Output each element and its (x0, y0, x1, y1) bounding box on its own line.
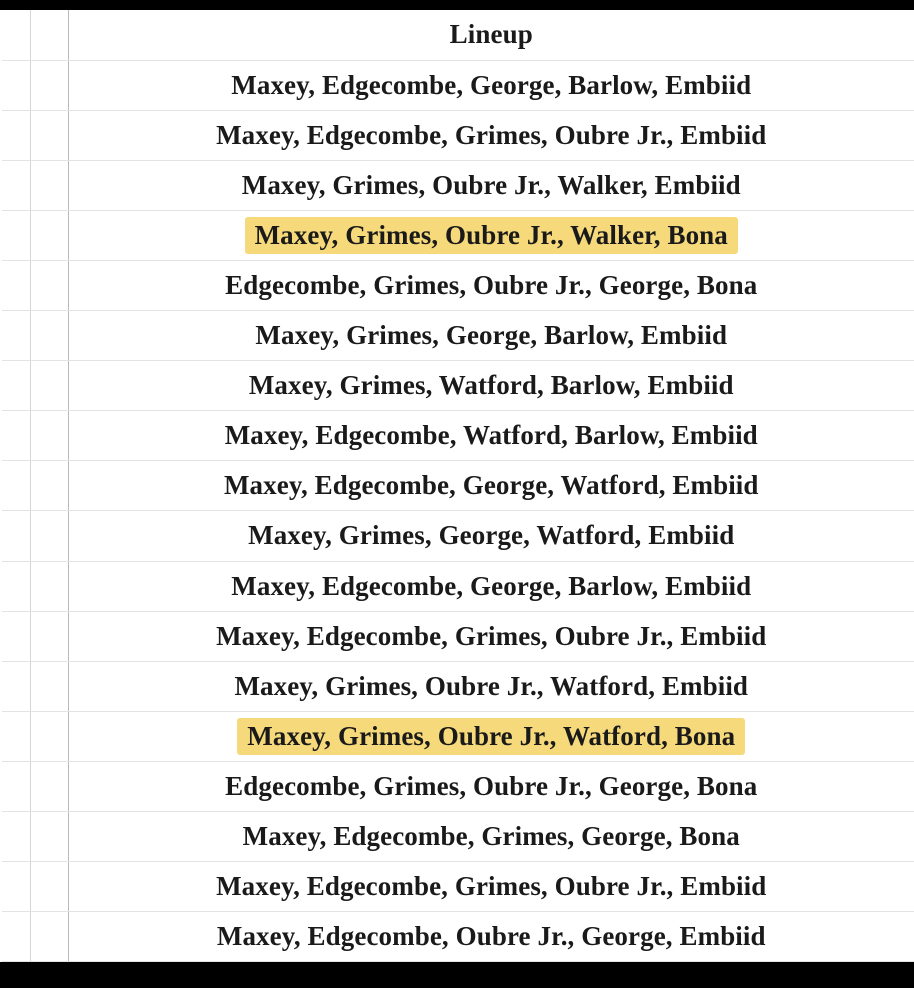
spacer-cell[interactable] (30, 912, 68, 962)
spacer-cell[interactable] (30, 761, 68, 811)
lineup-label: Maxey, Grimes, Watford, Barlow, Embiid (248, 370, 734, 401)
row-number-cell[interactable] (0, 110, 30, 160)
row-number-cell[interactable] (0, 661, 30, 711)
row-number-cell[interactable] (0, 912, 30, 962)
table-row[interactable] (0, 561, 914, 611)
column-header-label: Lineup (449, 19, 533, 50)
table-row[interactable] (0, 862, 914, 912)
table-row[interactable] (0, 661, 914, 711)
lineup-label: Maxey, Edgecombe, Grimes, Oubre Jr., Embiid (216, 871, 767, 902)
lineup-cell[interactable] (68, 411, 914, 461)
spacer-cell[interactable] (30, 661, 68, 711)
left-margin-edge (0, 10, 2, 962)
lineup-label: Maxey, Edgecombe, Grimes, Oubre Jr., Embiid (216, 620, 767, 651)
lineup-cell[interactable] (68, 862, 914, 912)
table-header-row[interactable] (0, 10, 914, 60)
lineup-cell[interactable] (68, 60, 914, 110)
spacer-cell[interactable] (30, 461, 68, 511)
table-row[interactable] (0, 611, 914, 661)
spacer-cell[interactable] (30, 812, 68, 862)
lineup-cell[interactable] (68, 210, 914, 260)
lineup-label: Maxey, Grimes, Oubre Jr., Watford, Embiid (234, 670, 749, 701)
table-row[interactable] (0, 60, 914, 110)
lineup-cell[interactable] (68, 812, 914, 862)
spacer-cell[interactable] (30, 511, 68, 561)
spacer-cell[interactable] (30, 60, 68, 110)
row-number-cell[interactable] (0, 361, 30, 411)
lineup-cell[interactable] (68, 110, 914, 160)
spacer-cell[interactable] (30, 160, 68, 210)
row-number-cell[interactable] (0, 862, 30, 912)
lineup-cell[interactable] (68, 260, 914, 310)
lineup-label: Maxey, Edgecombe, Watford, Barlow, Embiid (224, 420, 758, 451)
lineup-label: Maxey, Grimes, Oubre Jr., Walker, Embiid (241, 169, 741, 200)
lineup-label: Maxey, Grimes, George, Watford, Embiid (248, 520, 735, 551)
top-letterbox-bar (0, 0, 914, 10)
row-number-cell[interactable] (0, 812, 30, 862)
lineup-cell[interactable] (68, 912, 914, 962)
row-number-cell[interactable] (0, 311, 30, 361)
column-header-cell[interactable] (68, 10, 914, 60)
row-number-cell[interactable] (0, 160, 30, 210)
bottom-letterbox-bar (0, 962, 914, 988)
spacer-cell[interactable] (30, 110, 68, 160)
table-row[interactable] (0, 761, 914, 811)
table-row[interactable] (0, 210, 914, 260)
lineup-label: Edgecombe, Grimes, Oubre Jr., George, Bona (225, 269, 758, 300)
row-number-cell[interactable] (0, 411, 30, 461)
spreadsheet-area (0, 10, 914, 962)
table-row[interactable] (0, 711, 914, 761)
spacer-cell[interactable] (30, 862, 68, 912)
row-number-cell[interactable] (0, 10, 30, 60)
row-number-cell[interactable] (0, 611, 30, 661)
lineup-label: Maxey, Grimes, George, Barlow, Embiid (255, 320, 728, 351)
table-row[interactable] (0, 812, 914, 862)
row-number-cell[interactable] (0, 60, 30, 110)
spacer-cell[interactable] (30, 611, 68, 661)
table-row[interactable] (0, 110, 914, 160)
table-row[interactable] (0, 511, 914, 561)
lineup-label: Maxey, Grimes, Oubre Jr., Watford, Bona (237, 718, 745, 755)
table-row[interactable] (0, 361, 914, 411)
lineup-cell[interactable] (68, 661, 914, 711)
table-row[interactable] (0, 461, 914, 511)
lineup-cell[interactable] (68, 711, 914, 761)
lineup-label: Maxey, Edgecombe, George, Barlow, Embiid (231, 69, 752, 100)
lineup-cell[interactable] (68, 361, 914, 411)
spacer-cell[interactable] (30, 561, 68, 611)
lineup-table-body (0, 10, 914, 962)
lineup-cell[interactable] (68, 511, 914, 561)
row-number-cell[interactable] (0, 260, 30, 310)
row-number-cell[interactable] (0, 210, 30, 260)
row-number-cell[interactable] (0, 761, 30, 811)
lineup-label: Maxey, Grimes, Oubre Jr., Walker, Bona (245, 217, 738, 254)
spacer-cell[interactable] (30, 311, 68, 361)
spacer-cell[interactable] (30, 411, 68, 461)
lineup-label: Maxey, Edgecombe, Grimes, George, Bona (242, 821, 740, 852)
table-row[interactable] (0, 411, 914, 461)
lineup-cell[interactable] (68, 611, 914, 661)
row-number-cell[interactable] (0, 711, 30, 761)
spacer-cell[interactable] (30, 210, 68, 260)
lineup-label: Maxey, Edgecombe, Grimes, Oubre Jr., Embiid (216, 119, 767, 150)
lineup-label: Maxey, Edgecombe, George, Watford, Embiid (223, 470, 759, 501)
lineup-label: Maxey, Edgecombe, George, Barlow, Embiid (231, 570, 752, 601)
row-number-cell[interactable] (0, 511, 30, 561)
table-row[interactable] (0, 260, 914, 310)
row-number-cell[interactable] (0, 461, 30, 511)
spacer-cell[interactable] (30, 361, 68, 411)
spacer-cell[interactable] (30, 260, 68, 310)
table-row[interactable] (0, 311, 914, 361)
lineup-cell[interactable] (68, 461, 914, 511)
lineup-label: Maxey, Edgecombe, Oubre Jr., George, Embiid (216, 921, 766, 952)
lineup-cell[interactable] (68, 561, 914, 611)
spacer-cell[interactable] (30, 711, 68, 761)
table-row[interactable] (0, 160, 914, 210)
lineup-cell[interactable] (68, 160, 914, 210)
lineup-label: Edgecombe, Grimes, Oubre Jr., George, Bona (225, 770, 758, 801)
spacer-cell[interactable] (30, 10, 68, 60)
table-row[interactable] (0, 912, 914, 962)
lineup-cell[interactable] (68, 761, 914, 811)
lineup-table (0, 10, 914, 962)
row-number-cell[interactable] (0, 561, 30, 611)
lineup-cell[interactable] (68, 311, 914, 361)
